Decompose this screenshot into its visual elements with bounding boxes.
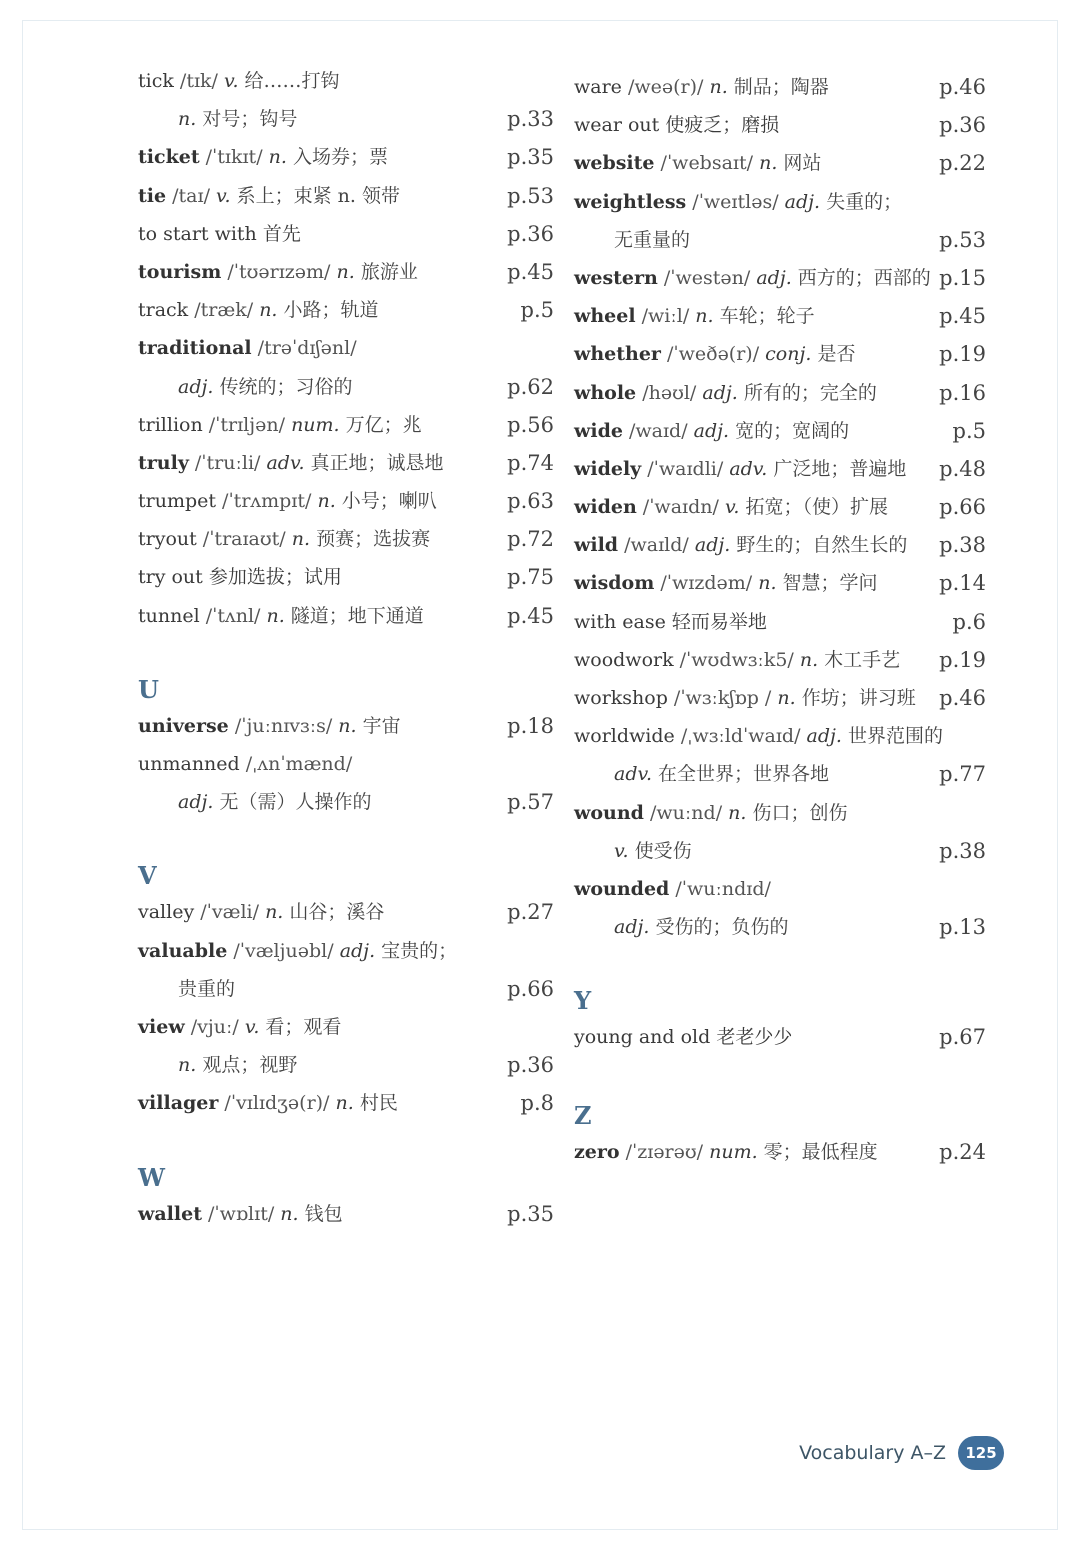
pronunciation: /ˈwɒlɪt/ bbox=[201, 1202, 281, 1225]
vocab-entry bbox=[574, 297, 986, 335]
page-reference: p.6 bbox=[952, 609, 986, 634]
page-reference: p.38 bbox=[939, 838, 986, 863]
part-of-speech: n. bbox=[280, 1202, 299, 1225]
part-of-speech: conj. bbox=[765, 343, 812, 366]
chinese-definition: 旅游业 bbox=[354, 260, 418, 283]
vocab-entry bbox=[138, 291, 554, 329]
headword: ticket bbox=[138, 146, 200, 169]
chinese-definition: 万亿；兆 bbox=[339, 413, 422, 436]
chinese-definition: 无重量的 bbox=[614, 228, 691, 251]
pronunciation: /ˈwɜːkʃɒp / bbox=[667, 687, 778, 709]
headword: traditional bbox=[138, 337, 252, 360]
headword: tourism bbox=[138, 260, 222, 283]
chinese-definition: 是否 bbox=[811, 343, 856, 366]
headword: tryout bbox=[138, 528, 197, 551]
section-gap bbox=[138, 821, 554, 841]
part-of-speech: n. bbox=[266, 604, 285, 627]
entry-continuation bbox=[138, 783, 554, 821]
page-reference: p.45 bbox=[939, 304, 986, 329]
chinese-definition: 小号；喇叭 bbox=[335, 490, 437, 513]
part-of-speech: num. bbox=[291, 413, 340, 436]
entry-continuation bbox=[138, 1046, 554, 1084]
chinese-definition: 拓宽；（使）扩展 bbox=[739, 496, 889, 519]
phrase-text: wear out 使疲乏；磨损 bbox=[574, 114, 780, 137]
chinese-definition: 钱包 bbox=[298, 1202, 343, 1225]
chinese-definition: 制品；陶器 bbox=[727, 76, 829, 98]
chinese-definition: 木工手艺 bbox=[818, 648, 901, 671]
chinese-definition: 宝贵的； bbox=[375, 939, 458, 962]
page-reference: p.35 bbox=[507, 145, 554, 170]
pronunciation: /ˈtɪkɪt/ bbox=[199, 146, 269, 169]
chinese-definition: 隧道；地下通道 bbox=[284, 604, 424, 627]
part-of-speech: n. bbox=[758, 572, 777, 595]
part-of-speech: adj. bbox=[693, 419, 730, 442]
pronunciation: /ˌʌnˈmænd/ bbox=[239, 753, 353, 775]
headword: wide bbox=[574, 419, 623, 442]
section-letter: Y bbox=[574, 986, 592, 1016]
phrase-entry bbox=[138, 558, 554, 596]
page-reference: p.48 bbox=[939, 456, 986, 481]
entry-continuation bbox=[574, 832, 986, 870]
section-gap bbox=[574, 946, 986, 966]
chinese-definition: 失重的； bbox=[820, 190, 903, 213]
headword: wallet bbox=[138, 1202, 202, 1225]
pronunciation: /ˈwebsaɪt/ bbox=[654, 152, 760, 175]
chinese-definition: 对号；钩号 bbox=[196, 108, 298, 131]
page-reference: p.27 bbox=[507, 900, 554, 925]
chinese-definition: 车轮；轮子 bbox=[713, 305, 815, 328]
phrase-entry bbox=[574, 603, 986, 641]
vocab-entry bbox=[574, 335, 986, 373]
page-reference: p.19 bbox=[939, 342, 986, 367]
page-reference: p.75 bbox=[507, 565, 554, 590]
page-reference: p.15 bbox=[939, 265, 986, 290]
page-reference: p.74 bbox=[507, 450, 554, 475]
part-of-speech: n. bbox=[291, 528, 311, 551]
vocab-entry bbox=[138, 253, 554, 291]
vocab-entry bbox=[138, 482, 554, 520]
part-of-speech: n. bbox=[777, 687, 796, 709]
pronunciation: /ˈvæljuəbl/ bbox=[227, 939, 340, 962]
vocab-entry bbox=[138, 406, 554, 444]
pronunciation: /ˈtʊərɪzəm/ bbox=[221, 260, 337, 283]
part-of-speech: n. bbox=[178, 1054, 197, 1077]
page-reference: p.67 bbox=[939, 1025, 986, 1050]
phrase-entry bbox=[574, 1018, 986, 1056]
part-of-speech: v. bbox=[223, 70, 239, 92]
page-reference: p.36 bbox=[507, 1053, 554, 1078]
vocab-entry bbox=[138, 707, 554, 745]
headword: whole bbox=[574, 381, 637, 404]
entry-continuation bbox=[138, 970, 554, 1008]
headword: workshop bbox=[574, 687, 668, 709]
pronunciation: /træk/ bbox=[188, 299, 260, 322]
page-reference: p.33 bbox=[507, 107, 554, 132]
section-gap bbox=[574, 1057, 986, 1081]
vocab-entry bbox=[574, 526, 986, 564]
part-of-speech: n. bbox=[178, 108, 197, 131]
entry-continuation bbox=[574, 221, 986, 259]
page-reference: p.38 bbox=[939, 533, 986, 558]
part-of-speech: n. bbox=[268, 146, 287, 169]
vocab-entry bbox=[138, 745, 554, 783]
footer-title: Vocabulary A–Z bbox=[799, 1442, 946, 1464]
pronunciation: /ˈtraɪaʊt/ bbox=[196, 528, 292, 551]
headword: trumpet bbox=[138, 490, 217, 513]
headword: villager bbox=[138, 1092, 219, 1115]
chinese-definition: 受伤的；负伤的 bbox=[649, 916, 789, 939]
right-column bbox=[574, 68, 986, 1171]
pronunciation: /ˈvɪlɪdʒə(r)/ bbox=[218, 1092, 336, 1115]
part-of-speech: n. bbox=[336, 260, 355, 283]
chinese-definition: 入场券；票 bbox=[286, 146, 388, 169]
pronunciation: /ˈweðə(r)/ bbox=[660, 343, 766, 366]
phrase-text: to start with 首先 bbox=[138, 222, 301, 245]
vocab-entry bbox=[138, 1195, 554, 1233]
part-of-speech: adj. bbox=[756, 266, 792, 289]
page-reference: p.77 bbox=[939, 762, 986, 787]
chinese-definition: 系上；束紧 n. 领带 bbox=[230, 184, 400, 207]
part-of-speech: adj. bbox=[178, 375, 214, 398]
pronunciation: /ˈtʌnl/ bbox=[199, 604, 267, 627]
vocab-entry bbox=[574, 794, 986, 832]
pronunciation: /trəˈdɪʃənl/ bbox=[251, 337, 357, 360]
chinese-definition: 网站 bbox=[777, 152, 822, 175]
headword: zero bbox=[574, 1140, 620, 1163]
page-reference: p.19 bbox=[939, 647, 986, 672]
headword: wisdom bbox=[574, 572, 655, 595]
pronunciation: /ˈtrʌmpɪt/ bbox=[216, 490, 318, 513]
page-reference: p.66 bbox=[507, 976, 554, 1001]
chinese-definition: 西方的；西部的 bbox=[791, 266, 931, 289]
chinese-definition: 智慧；学问 bbox=[776, 572, 878, 595]
chinese-definition: 广泛地；普遍地 bbox=[767, 457, 907, 480]
headword: wound bbox=[574, 801, 644, 824]
chinese-definition: 小路；轨道 bbox=[277, 299, 379, 322]
pronunciation: /ˌwɜːldˈwaɪd/ bbox=[674, 725, 807, 748]
vocab-entry bbox=[138, 177, 554, 215]
phrase-text: try out 参加选拔；试用 bbox=[138, 566, 342, 589]
section-gap bbox=[138, 1123, 554, 1143]
page-reference: p.53 bbox=[507, 183, 554, 208]
page-reference: p.13 bbox=[939, 915, 986, 940]
chinese-definition: 给……打钩 bbox=[238, 70, 340, 92]
section-letter: Z bbox=[574, 1100, 592, 1130]
headword: truly bbox=[138, 451, 189, 474]
headword: valuable bbox=[138, 939, 228, 962]
chinese-definition: 山谷；溪谷 bbox=[283, 901, 385, 924]
chinese-definition: 预赛；选拔赛 bbox=[310, 528, 431, 551]
pronunciation: /həʊl/ bbox=[636, 381, 703, 404]
page-reference: p.53 bbox=[939, 227, 986, 252]
part-of-speech: adj. bbox=[614, 916, 650, 939]
vocab-entry bbox=[574, 259, 986, 297]
page-reference: p.22 bbox=[939, 151, 986, 176]
entry-continuation bbox=[574, 755, 986, 793]
chinese-definition: 作坊；讲习班 bbox=[795, 687, 916, 709]
pronunciation: /waɪd/ bbox=[622, 419, 694, 442]
vocab-entry bbox=[138, 444, 554, 482]
page-reference: p.63 bbox=[507, 489, 554, 514]
pronunciation: /ˈwɪzdəm/ bbox=[654, 572, 759, 595]
pronunciation: /waɪld/ bbox=[618, 534, 695, 557]
pronunciation: /taɪ/ bbox=[166, 184, 217, 207]
chinese-definition: 在全世界；世界各地 bbox=[652, 763, 830, 786]
chinese-definition: 宇宙 bbox=[356, 714, 401, 737]
chinese-definition: 使受伤 bbox=[628, 839, 692, 862]
page-reference: p.46 bbox=[939, 686, 986, 710]
vocab-entry bbox=[138, 62, 554, 100]
vocab-entry bbox=[574, 144, 986, 182]
page-reference: p.16 bbox=[939, 380, 986, 405]
chinese-definition: 世界范围的 bbox=[841, 725, 943, 748]
part-of-speech: n. bbox=[728, 801, 747, 824]
pronunciation: /ˈzɪərəʊ/ bbox=[619, 1140, 710, 1163]
left-column bbox=[138, 62, 554, 1233]
part-of-speech: adj. bbox=[784, 190, 821, 213]
pronunciation: /ˈwestən/ bbox=[657, 266, 757, 289]
page-reference: p.45 bbox=[507, 259, 554, 284]
chinese-definition: 所有的；完全的 bbox=[737, 381, 877, 404]
entry-continuation bbox=[574, 908, 986, 946]
headword: track bbox=[138, 299, 189, 322]
part-of-speech: n. bbox=[799, 648, 819, 671]
page-reference: p.66 bbox=[939, 495, 986, 520]
pronunciation: /ˈwuːndɪd/ bbox=[669, 877, 771, 900]
part-of-speech: n. bbox=[259, 299, 278, 322]
headword: widely bbox=[574, 457, 642, 480]
headword: wild bbox=[574, 534, 619, 557]
part-of-speech: v. bbox=[724, 496, 740, 519]
vocab-entry bbox=[574, 641, 986, 679]
vocab-entry bbox=[574, 679, 986, 717]
page-reference: p.45 bbox=[507, 603, 554, 628]
phrase-text: young and old 老老少少 bbox=[574, 1026, 793, 1049]
headword: worldwide bbox=[574, 725, 675, 748]
chinese-definition: 无（需）人操作的 bbox=[213, 791, 372, 814]
headword: view bbox=[138, 1015, 185, 1038]
section-letter: W bbox=[138, 1162, 165, 1192]
headword: widen bbox=[574, 496, 637, 519]
part-of-speech: n. bbox=[709, 76, 728, 98]
vocab-entry bbox=[138, 597, 554, 635]
headword: ware bbox=[574, 76, 622, 98]
pronunciation: /ˈjuːnɪvɜːs/ bbox=[228, 714, 339, 737]
page-reference: p.5 bbox=[520, 298, 554, 323]
pronunciation: /tɪk/ bbox=[173, 70, 224, 92]
pronunciation: /ˈwaɪdli/ bbox=[641, 457, 730, 480]
pronunciation: /wiːl/ bbox=[635, 305, 696, 328]
pronunciation: /ˈvæli/ bbox=[194, 901, 266, 924]
page-number-badge: 125 bbox=[958, 1436, 1004, 1470]
page-reference: p.18 bbox=[507, 713, 554, 738]
page-reference: p.56 bbox=[507, 412, 554, 437]
page-reference: p.24 bbox=[939, 1139, 986, 1164]
part-of-speech: adj. bbox=[339, 939, 376, 962]
part-of-speech: adj. bbox=[806, 725, 842, 748]
headword: western bbox=[574, 266, 658, 289]
pronunciation: /wuːnd/ bbox=[643, 801, 729, 824]
part-of-speech: adj. bbox=[694, 534, 731, 557]
chinese-definition: 真正地；诚恳地 bbox=[304, 451, 444, 474]
chinese-definition: 宽的；宽阔的 bbox=[729, 419, 850, 442]
section-letter: V bbox=[138, 861, 157, 891]
chinese-definition: 传统的；习俗的 bbox=[213, 375, 353, 398]
page-reference: p.35 bbox=[507, 1201, 554, 1226]
page-reference: p.8 bbox=[520, 1091, 554, 1116]
part-of-speech: n. bbox=[265, 901, 284, 924]
phrase-entry bbox=[138, 215, 554, 253]
vocab-entry bbox=[138, 893, 554, 931]
part-of-speech: adj. bbox=[178, 791, 214, 814]
headword: tunnel bbox=[138, 604, 200, 627]
part-of-speech: n. bbox=[695, 305, 714, 328]
vocab-entry bbox=[138, 1084, 554, 1122]
part-of-speech: n. bbox=[759, 152, 778, 175]
pronunciation: /ˈwaɪdn/ bbox=[636, 496, 725, 519]
headword: woodwork bbox=[574, 648, 674, 671]
vocab-entry bbox=[138, 329, 554, 367]
pronunciation: /ˈtruːli/ bbox=[188, 451, 267, 474]
part-of-speech: n. bbox=[338, 714, 357, 737]
pronunciation: /ˈtrɪljən/ bbox=[202, 413, 292, 436]
phrase-text: with ease 轻而易举地 bbox=[574, 610, 767, 633]
page-reference: p.36 bbox=[507, 221, 554, 246]
headword: website bbox=[574, 152, 655, 175]
vocab-entry bbox=[138, 138, 554, 176]
pronunciation: /weə(r)/ bbox=[621, 76, 710, 98]
chinese-definition: 村民 bbox=[353, 1092, 398, 1115]
vocab-entry bbox=[574, 717, 986, 755]
chinese-definition: 零；最低程度 bbox=[757, 1140, 878, 1163]
pronunciation: /ˈwʊdwɜːk5/ bbox=[673, 648, 800, 671]
pronunciation: /vjuː/ bbox=[184, 1015, 245, 1038]
vocab-entry bbox=[574, 870, 986, 908]
chinese-definition: 伤口；创伤 bbox=[746, 801, 848, 824]
section-letter: U bbox=[138, 674, 159, 704]
headword: tie bbox=[138, 184, 167, 207]
vocab-entry bbox=[574, 183, 986, 221]
part-of-speech: v. bbox=[216, 184, 231, 207]
vocab-entry bbox=[138, 932, 554, 970]
page-reference: p.72 bbox=[507, 527, 554, 552]
headword: universe bbox=[138, 714, 229, 737]
headword: wheel bbox=[574, 305, 636, 328]
entry-continuation bbox=[138, 368, 554, 406]
vocab-entry bbox=[574, 374, 986, 412]
vocab-entry bbox=[574, 412, 986, 450]
part-of-speech: n. bbox=[317, 490, 336, 513]
chinese-definition: 看；观看 bbox=[259, 1015, 342, 1038]
chinese-definition: 贵重的 bbox=[178, 977, 236, 1000]
part-of-speech: num. bbox=[709, 1140, 758, 1163]
headword: tick bbox=[138, 70, 174, 92]
headword: valley bbox=[138, 901, 195, 924]
page-reference: p.14 bbox=[939, 571, 986, 596]
vocab-entry bbox=[138, 1008, 554, 1046]
vocab-entry bbox=[574, 564, 986, 602]
page-reference: p.57 bbox=[507, 790, 554, 815]
part-of-speech: adv. bbox=[729, 457, 768, 480]
part-of-speech: n. bbox=[335, 1092, 354, 1115]
headword: whether bbox=[574, 343, 661, 366]
part-of-speech: adv. bbox=[614, 763, 653, 786]
entry-continuation bbox=[138, 100, 554, 138]
pronunciation: /ˈweɪtləs/ bbox=[686, 190, 785, 213]
chinese-definition: 野生的；自然生长的 bbox=[730, 534, 908, 557]
page-reference: p.46 bbox=[939, 75, 986, 99]
vocab-entry bbox=[574, 1133, 986, 1171]
page-reference: p.36 bbox=[939, 113, 986, 138]
part-of-speech: adv. bbox=[266, 451, 305, 474]
headword: weightless bbox=[574, 190, 687, 213]
part-of-speech: v. bbox=[244, 1015, 260, 1038]
part-of-speech: adj. bbox=[702, 381, 738, 404]
section-gap bbox=[138, 635, 554, 655]
vocab-entry bbox=[574, 488, 986, 526]
page-footer bbox=[799, 1436, 1004, 1470]
page-reference: p.5 bbox=[952, 418, 986, 443]
vocab-entry bbox=[138, 520, 554, 558]
part-of-speech: v. bbox=[614, 839, 629, 862]
vocab-entry bbox=[574, 450, 986, 488]
chinese-definition: 观点；视野 bbox=[196, 1054, 298, 1077]
phrase-entry bbox=[574, 106, 986, 144]
page-reference: p.62 bbox=[507, 374, 554, 399]
headword: unmanned bbox=[138, 753, 240, 775]
headword: wounded bbox=[574, 877, 670, 900]
headword: trillion bbox=[138, 413, 203, 436]
vocab-entry bbox=[574, 68, 986, 106]
